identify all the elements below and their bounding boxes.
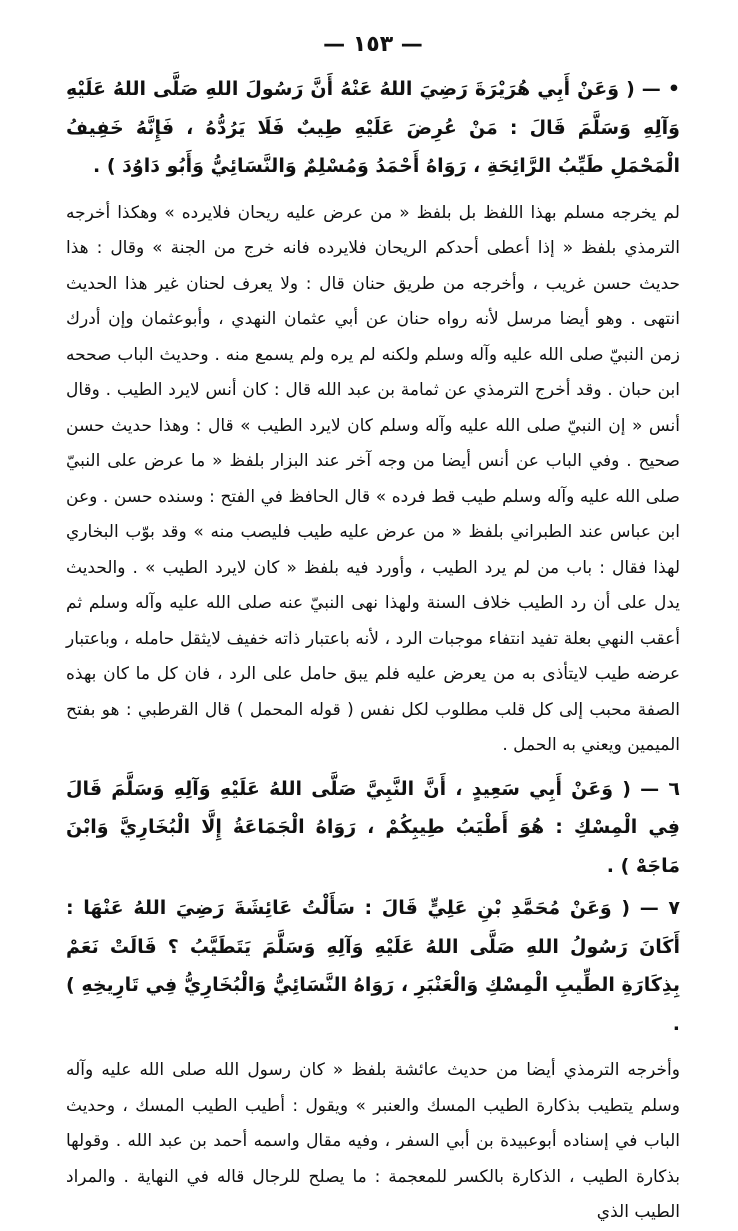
commentary-hadith-7: وأخرجه الترمذي أيضا من حديث عائشة بلفظ « كان رسول الله صلى الله عليه وآله وسلم يتطيب بذكارة الطيب المسك والعنبر » ويقول : أطيب الطيب المسك ، وحديث الباب في إسناده أبوعبيدة بن أبي السفر ، وفيه مقال واسمه أحمد بن عبد الله . وقولها بذكارة الطيب ، الذكارة بالكسر للمعجمة : ما يصلح للرجال قاله في النهاية . والمراد الطيب الذي <box>66 1060 680 1222</box>
hadith-7-text: ٧ — ( وَعَنْ مُحَمَّدِ بْنِ عَلِيٍّ قَالَ : سَأَلْتُ عَائِشَةَ رَضِيَ اللهُ عَنْهَا : أَكَانَ رَسُولُ اللهِ صَلَّى اللهُ عَلَيْهِ وَآلِهِ وَسَلَّمَ يَتَطَيَّبُ ؟ قَالَتْ نَعَمْ بِذِكَارَةِ الطِّيبِ الْمِسْكِ وَالْعَنْبَرِ ، رَوَاهُ النَّسَائِيُّ وَالْبُخَارِيُّ فِي تَارِيخِهِ ) . <box>66 897 680 1035</box>
page-number: — ١٥٣ — <box>323 32 423 57</box>
commentary-hadith-5: لم يخرجه مسلم بهذا اللفظ بل بلفظ « من عرض عليه ريحان فلايرده » وهكذا أخرجه الترمذي بلفظ « إذا أعطى أحدكم الريحان فلايرده فانه خرج من الجنة » وقال : هذا حديث حسن غريب ، وأخرجه من طريق حنان قال : ولا يعرف لحنان غير هذا الحديث انتهى . وهو أيضا مرسل لأنه رواه حنان عن أبي عثمان النهدي ، وأبوعثمان وإن أدرك زمن النبيّ صلى الله عليه وآله وسلم ولكنه لم يره ولم يسمع منه . وحديث الباب صححه ابن حبان . وقد أخرج الترمذي عن ثمامة بن عبد الله قال : كان أنس لايرد الطيب . وقال أنس « إن النبيّ صلى الله عليه وآله وسلم كان لايرد الطيب » قال : وهذا حديث حسن صحيح . وفي الباب عن أنس أيضا من وجه آخر عند البزار بلفظ « ما عرض على النبيّ صلى الله عليه وآله وسلم طيب قط فرده » قال الحافظ في الفتح : وسنده حسن . وعن ابن عباس عند الطبراني بلفظ « من عرض عليه طيب فليصب منه » وقد بوّب البخاري لهذا فقال : باب من لم يرد الطيب ، وأورد فيه بلفظ « كان لايرد الطيب » . والحديث يدل على أن رد الطيب خلاف السنة ولهذا نهى النبيّ عنه صلى الله عليه وآله وسلم ثم أعقب النهي بعلة تفيد انتفاء موجبات الرد ، لأنه باعتبار ذاته خفيف لايثقل حامله ، وباعتبار عرضه طيب لايتأذى به من يعرض عليه فلم يبق حامل على الرد ، فان كل ما كان بهذه الصفة محبب إلى كل قلب مطلوب لكل نفس ( قوله المحمل ) قال القرطبي : هو بفتح الميمين ويعني به الحمل . <box>66 202 680 755</box>
spacer <box>66 1043 680 1053</box>
hadith-6-text: ٦ — ( وَعَنْ أَبِي سَعِيدٍ ، أَنَّ النَّبِيَّ صَلَّى اللهُ عَلَيْهِ وَآلِهِ وَسَلَّمَ قَالَ فِي الْمِسْكِ : هُوَ أَطْيَبُ طِيبِكُمْ ، رَوَاهُ الْجَمَاعَةُ إِلَّا الْبُخَارِيَّ وَابْنَ مَاجَهْ ) . <box>66 777 680 877</box>
spacer <box>66 186 680 196</box>
hadith-5-text: • — ( وَعَنْ أَبِي هُرَيْرَةَ رَضِيَ اللهُ عَنْهُ أَنَّ رَسُولَ اللهِ صَلَّى اللهُ عَلَيْهِ وَآلِهِ وَسَلَّمَ قَالَ : مَنْ عُرِضَ عَلَيْهِ طِيبٌ فَلَا يَرُدُّهُ ، فَإِنَّهُ خَفِيفُ الْمَحْمَلِ طَيِّبُ الرَّائِحَةِ ، رَوَاهُ أَحْمَدُ وَمُسْلِمٌ وَالنَّسَائِيُّ وَأَبُو دَاوُدَ ) . <box>66 78 680 177</box>
